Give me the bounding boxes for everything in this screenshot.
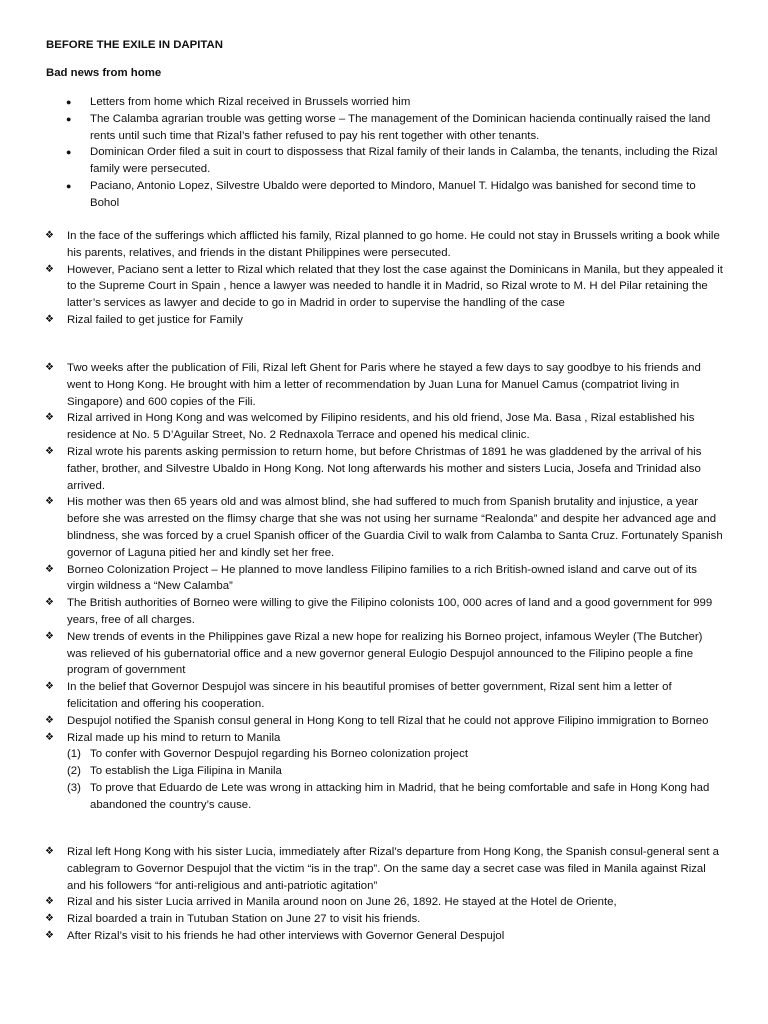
diamond-bullet-icon: ❖ <box>45 731 54 743</box>
bullet-dot-icon: ● <box>66 147 72 158</box>
numbered-item: (3) To prove that Eduardo de Lete was wrong in attacking him in Madrid, that he being comfortable and safe in Hong Kong had abandoned the country’s cause. <box>67 781 710 811</box>
bullet-item: ● Paciano, Antonio Lopez, Silvestre Ubaldo were deported to Mindoro, Manuel T. Hidalgo was banished for second time to Bohol <box>66 179 696 209</box>
diamond-bullet-item: ❖ His mother was then 65 years old and was almost blind, she had suffered to much from Spanish brutality and injustice, a year before she was arrested on the flimsy charge that she was not using her surname “Realonda” and despite her advanced age and blindness, she was forced by a cruel Spanish officer of the Guardia Civil to walk from Calamba to Santa Cruz. Fortunately Spanish governor of Laguna pitied her and kindly set her free. <box>45 496 723 559</box>
diamond-bullet-icon: ❖ <box>45 896 54 908</box>
bullet-dot-icon: ● <box>66 113 72 124</box>
numbered-item: (1) To confer with Governor Despujol regarding his Borneo colonization project <box>0 746 768 763</box>
diamond-bullet-item: ❖ After Rizal’s visit to his friends he had other interviews with Governor General Despujol <box>0 928 768 945</box>
diamond-bullet-icon: ❖ <box>45 313 54 325</box>
diamond-bullet-item: ❖ In the belief that Governor Despujol was sincere in his beautiful promises of better government, Rizal sent him a letter of felicitation and offering his cooperation. <box>45 681 672 710</box>
numbered-item: (2) To establish the Liga Filipina in Manila <box>0 763 768 780</box>
diamond-bullet-icon: ❖ <box>45 630 54 642</box>
item-number: (2) <box>67 765 81 778</box>
diamond-list-3 <box>0 844 768 945</box>
diamond-bullet-item: ❖ Rizal wrote his parents asking permission to return home, but before Christmas of 1891 he was gladdened by the arrival of his father, brother, and Silvestre Ubaldo in Hong Kong. Not long afterwards his mother and sisters Lucia, Josefa and Trinidad also arrived. <box>45 445 702 492</box>
diamond-bullet-item: ❖ The British authorities of Borneo were willing to give the Filipino colonists 100, 000 acres of land and a good government for 999 years, free of all charges. <box>45 597 713 626</box>
diamond-bullet-item: ❖ However, Paciano sent a letter to Rizal which related that they lost the case against the Dominicans in Manila, but they appealed it to the Supreme Court in Spain , hence a lawyer was needed to handle it in Madrid, so Rizal wrote to M. H del Pilar retaining the latter’s services as lawyer and decide to go in Madrid in order to supervise the handling of the case <box>45 263 723 310</box>
bullet-dot-icon: ● <box>66 97 72 107</box>
diamond-bullet-icon: ❖ <box>45 846 54 857</box>
diamond-bullet-icon: ❖ <box>45 563 54 575</box>
diamond-bullet-icon: ❖ <box>45 929 54 941</box>
diamond-bullet-icon: ❖ <box>45 412 54 424</box>
diamond-bullet-icon: ❖ <box>45 362 54 373</box>
diamond-bullet-item: ❖ Despujol notified the Spanish consul general in Hong Kong to tell Rizal that he could not approve Filipino immigration to Borneo <box>0 713 768 730</box>
diamond-bullet-item: ❖ Rizal arrived in Hong Kong and was welcomed by Filipino residents, and his old friend, Jose Ma. Basa , Rizal established his residence at No. 5 D’Aguilar Street, No. 2 Rednaxola Terrace and opened his medical clinic. <box>45 412 695 442</box>
item-number: (1) <box>67 748 81 761</box>
diamond-bullet-icon: ❖ <box>45 230 54 241</box>
bullet-item: ● Dominican Order filed a suit in court to dispossess that Rizal family of their lands in Calamba, the tenants, including the Rizal family were persecuted. <box>66 146 718 176</box>
diamond-bullet-item: ❖ New trends of events in the Philippines gave Rizal a new hope for realizing his Borneo project, infamous Weyler (The Butcher) was relieved of his gubernatorial office and a new governor general Eulogio Despujol announced to the Filipino people a fine program of government <box>45 630 703 677</box>
diamond-bullet-item: ❖ Borneo Colonization Project – He planned to move landless Filipino families to a rich British-owned island and carve out of its virgin wildness a “New Calamba” <box>45 563 697 593</box>
diamond-bullet-icon: ❖ <box>45 714 54 726</box>
diamond-bullet-icon: ❖ <box>45 681 54 693</box>
diamond-bullet-icon: ❖ <box>45 913 54 925</box>
diamond-bullet-icon: ❖ <box>45 263 54 275</box>
diamond-bullet-item: ❖ Rizal boarded a train in Tutuban Station on June 27 to visit his friends. <box>0 911 768 928</box>
bullet-item: ● Letters from home which Rizal received in Brussels worried him <box>0 94 768 111</box>
diamond-bullet-item: ❖ In the face of the sufferings which afflicted his family, Rizal planned to go home. He could not stay in Brussels writing a book while his parents, relatives, and friends in the distant Philippines were persecuted. <box>45 230 720 259</box>
diamond-bullet-item: ❖ Rizal made up his mind to return to Manila <box>0 730 768 747</box>
section-heading: Bad news from home <box>46 67 162 79</box>
bullet-list <box>0 94 768 212</box>
bullet-dot-icon: ● <box>66 180 72 191</box>
diamond-bullet-icon: ❖ <box>45 597 54 609</box>
diamond-bullet-icon: ❖ <box>45 445 54 457</box>
document-title: BEFORE THE EXILE IN DAPITAN <box>46 39 223 51</box>
diamond-list-2 <box>0 360 768 814</box>
diamond-bullet-item: ❖ Rizal failed to get justice for Family <box>0 312 768 329</box>
item-number: (3) <box>67 781 81 794</box>
diamond-bullet-item: ❖ Two weeks after the publication of Fili, Rizal left Ghent for Paris where he stayed a few days to say goodbye to his friends and went to Hong Kong. He brought with him a letter of recommendation by Juan Luna for Manuel Camus (compatriot living in Singapore) and 600 copies of the Fili. <box>45 362 701 408</box>
diamond-bullet-item: ❖ Rizal and his sister Lucia arrived in Manila around noon on June 26, 1892. He stayed at the Hotel de Oriente, <box>0 894 768 911</box>
diamond-list-1 <box>0 228 768 329</box>
diamond-bullet-icon: ❖ <box>45 496 54 508</box>
bullet-item: ● The Calamba agrarian trouble was getting worse – The management of the Dominican hacienda continually raised the land rents until such time that Rizal’s father refused to pay his rent together with other tenants. <box>66 112 711 142</box>
diamond-bullet-item: ❖ Rizal left Hong Kong with his sister Lucia, immediately after Rizal’s departure from Hong Kong, the Spanish consul-general sent a cablegram to Governor Despujol that the victim “is in the trap”. On the same day a secret case was filed in Manila against Rizal and his followers “for anti-religious and anti-patriotic agitation” <box>45 846 719 892</box>
